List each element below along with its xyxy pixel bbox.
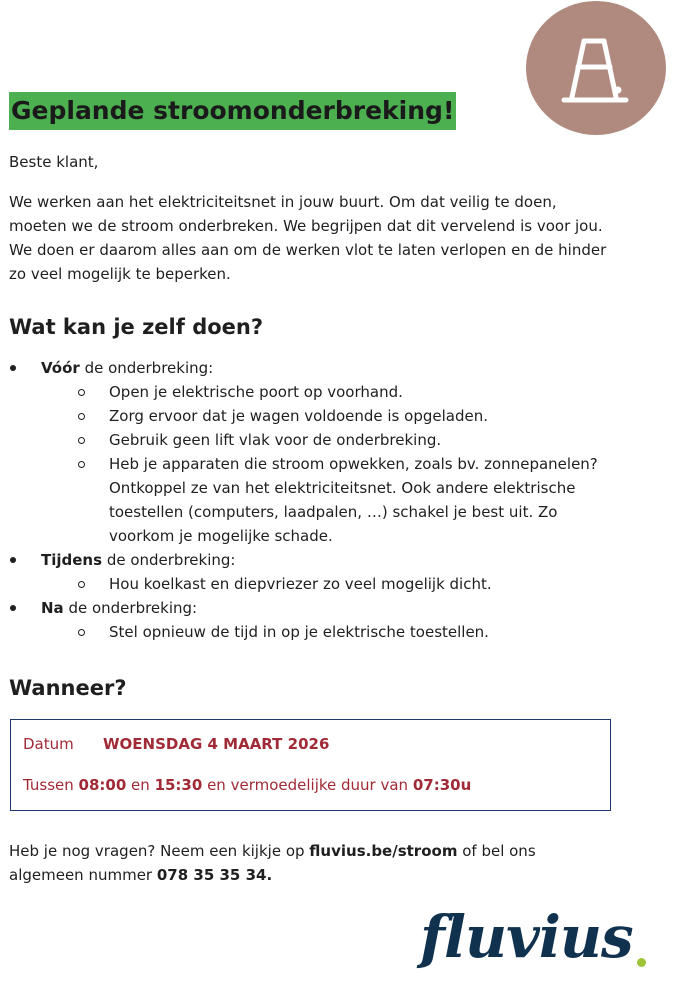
between-text: Tussen [23, 776, 79, 794]
list-item [0, 620, 673, 644]
date-label: Datum [23, 735, 74, 753]
list-item-text: Zorg ervoor dat je wagen voldoende is opgeladen. [109, 407, 488, 425]
duration-text: en vermoedelijke duur van [202, 776, 413, 794]
tips-list [0, 356, 673, 644]
what-heading: Wat kan je zelf doen? [9, 315, 264, 339]
list-item [0, 404, 673, 428]
bullet-after-text: de onderbreking: [63, 599, 198, 617]
and-text: en [126, 776, 155, 794]
list-item [0, 572, 673, 596]
bullet-before [0, 356, 673, 380]
page-title: Geplande stroomonderbreking! [9, 92, 456, 130]
logo-dot-icon [637, 958, 646, 967]
traffic-cone-icon [526, 1, 666, 135]
bullet-before-bold: Vóór [41, 359, 80, 377]
list-item-text: Hou koelkast en diepvriezer zo veel mogelijk dicht. [109, 575, 492, 593]
circle-bullet-icon [78, 581, 85, 588]
bullet-during-text: de onderbreking: [102, 551, 236, 569]
contact-text-1: Heb je nog vragen? Neem een kijkje op [9, 842, 310, 860]
circle-bullet-icon [78, 437, 85, 444]
date-line [23, 732, 329, 756]
bullet-before-text: de onderbreking: [79, 359, 214, 377]
circle-bullet-icon [78, 629, 85, 636]
circle-bullet-icon [78, 389, 85, 396]
end-time: 15:30 [154, 776, 203, 794]
list-item [0, 428, 673, 452]
contact-paragraph [9, 839, 569, 887]
list-item-text: Stel opnieuw de tijd in op je elektrische toestellen. [109, 623, 489, 641]
contact-text-2: of bel ons algemeen nummer [9, 842, 536, 884]
list-item-text: Open je elektrische poort op voorhand. [109, 383, 403, 401]
greeting: Beste klant, [9, 153, 99, 171]
phone-number: 078 35 35 34. [156, 866, 273, 884]
bullet-after [0, 596, 673, 620]
outage-info-box [10, 719, 611, 811]
bullet-during-bold: Tijdens [41, 551, 103, 569]
fluvius-logo: fluvius [420, 903, 633, 971]
website-link[interactable]: fluvius.be/stroom [309, 842, 458, 860]
intro-paragraph: We werken aan het elektriciteitsnet in jouw buurt. Om dat veilig te doen, moeten we de stroom onderbreken. We begrijpen dat dit vervelend is voor jou. We doen er daarom alles aan om de werken vlot te laten verlopen en de hinder zo veel mogelijk te beperken. [9, 193, 607, 283]
circle-bullet-icon [78, 461, 85, 468]
bullet-after-bold: Na [41, 599, 64, 617]
date-value: WOENSDAG 4 MAART 2026 [103, 735, 330, 753]
list-item-text: Gebruik geen lift vlak voor de onderbreking. [109, 431, 442, 449]
list-item [0, 380, 673, 404]
bullet-icon [10, 605, 16, 611]
start-time: 08:00 [78, 776, 127, 794]
when-heading: Wanneer? [9, 676, 127, 700]
list-item-text: Heb je apparaten die stroom opwekken, zoals bv. zonnepanelen? Ontkoppel ze van het elektriciteitsnet. Ook andere elektrische toestellen (computers, laadpalen, …) schakel je best uit. Zo voorkom je mogelijke schade. [109, 455, 598, 545]
circle-bullet-icon [78, 413, 85, 420]
bullet-icon [10, 365, 16, 371]
list-item [0, 452, 673, 548]
duration-value: 07:30u [412, 776, 472, 794]
bullet-during [0, 548, 673, 572]
time-line [23, 773, 471, 797]
traffic-cone-logo [526, 1, 666, 135]
bullet-icon [10, 557, 16, 563]
